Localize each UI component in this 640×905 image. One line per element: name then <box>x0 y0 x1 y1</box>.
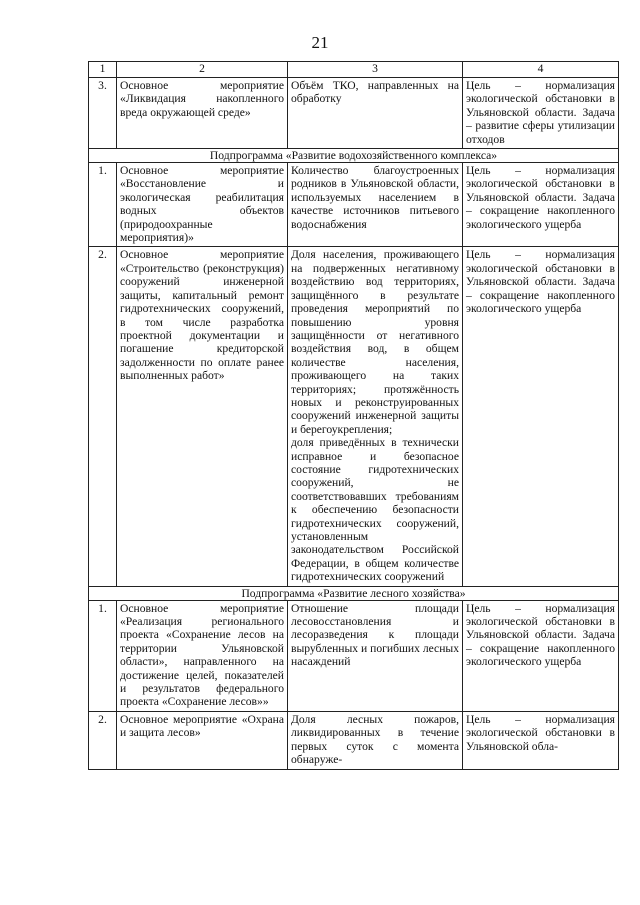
indicator-cell: Доля лесных пожаров, ликвидированных в течение первых суток с момента обнаруже- <box>288 711 463 769</box>
table-row <box>89 247 619 586</box>
table-row <box>89 163 619 247</box>
document-table <box>88 61 619 770</box>
goal-cell: Цель – нормализация экологической обстановки в Ульяновской области. Задача – развитие сферы утилизации отходов <box>463 78 619 149</box>
subprogram-title: Подпрограмма «Развитие лесного хозяйства» <box>89 586 619 600</box>
goal-cell: Цель – нормализация экологической обстановки в Ульяновской обла- <box>463 711 619 769</box>
page-number: 21 <box>311 33 329 52</box>
subprogram-row <box>89 586 619 600</box>
indicator-cell: Доля населения, проживающего на подверженных негативному воздействию вод территориях, защищённого в результате проведения мероприятий по повышению уровня защищённости от негативного воздействия вод, в общем количестве населения, проживающего на таких территориях; протяжённость новых и реконструированных сооружений инженерной защиты и берегоукрепления; доля приведённых в технически исправное и безопасное состояние гидротехнических сооружений, не соответствовавших требованиям к обеспечению безопасности гидротехнических сооружений, установленным законодательством Российской Федерации, в общем количестве гидротехнических сооружений <box>288 247 463 586</box>
table-row <box>89 78 619 149</box>
indicator-cell: Количество благоустроенных родников в Ульяновской области, используемых населением в качестве источников питьевого водоснабжения <box>288 163 463 247</box>
event-cell: Основное мероприятие «Реализация регионального проекта «Сохранение лесов на территории Ульяновской области», направленного на достижение целей, показателей и результатов федерального проекта «Сохранение лесов»» <box>117 600 288 711</box>
goal-cell: Цель – нормализация экологической обстановки в Ульяновской области. Задача – сокращение накопленного экологического ущерба <box>463 600 619 711</box>
header-col-1: 1 <box>89 62 117 78</box>
indicator-cell: Отношение площади лесовосстановления и лесоразведения к площади вырубленных и погибших лесных насаждений <box>288 600 463 711</box>
event-cell: Основное мероприятие «Восстановление и экологическая реабилитация водных объектов (природоохранные мероприятия)» <box>117 163 288 247</box>
table-row <box>89 711 619 769</box>
header-col-3: 3 <box>288 62 463 78</box>
row-number: 1. <box>89 163 117 247</box>
row-number: 1. <box>89 600 117 711</box>
event-cell: Основное мероприятие «Ликвидация накопленного вреда окружающей среде» <box>117 78 288 149</box>
row-number: 3. <box>89 78 117 149</box>
goal-cell: Цель – нормализация экологической обстановки в Ульяновской области. Задача – сокращение накопленного экологического ущерба <box>463 247 619 586</box>
goal-cell: Цель – нормализация экологической обстановки в Ульяновской области. Задача – сокращение накопленного экологического ущерба <box>463 163 619 247</box>
event-cell: Основное мероприятие «Охрана и защита лесов» <box>117 711 288 769</box>
indicator-cell: Объём ТКО, направленных на обработку <box>288 78 463 149</box>
table-row <box>89 600 619 711</box>
subprogram-row <box>89 149 619 163</box>
event-cell: Основное мероприятие «Строительство (реконструкция) сооружений инженерной защиты, капитальный ремонт гидротехнических сооружений, в том числе разработка проектной документации и погашение кредиторской задолженности по оплате ранее выполненных работ» <box>117 247 288 586</box>
header-col-2: 2 <box>117 62 288 78</box>
row-number: 2. <box>89 711 117 769</box>
table-header <box>89 62 619 78</box>
row-number: 2. <box>89 247 117 586</box>
header-col-4: 4 <box>463 62 619 78</box>
subprogram-title: Подпрограмма «Развитие водохозяйственного комплекса» <box>89 149 619 163</box>
